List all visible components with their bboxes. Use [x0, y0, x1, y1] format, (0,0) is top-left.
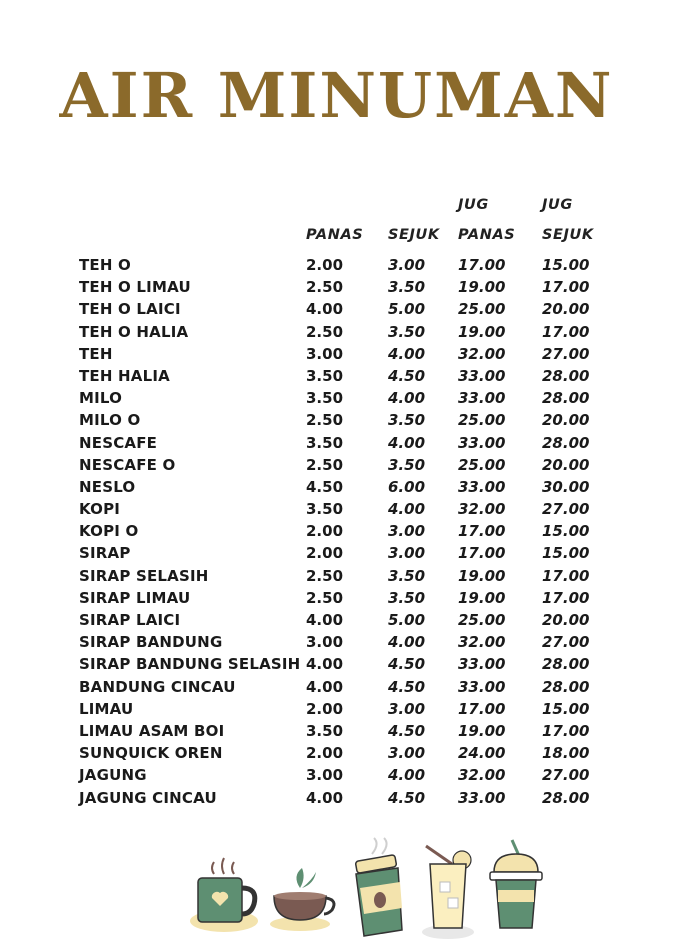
price-jug-sejuk: 15.00 [542, 256, 590, 274]
price-jug-sejuk: 17.00 [542, 322, 590, 341]
price-panas: 2.50 [306, 455, 344, 474]
price-jug-panas: 33.00 [458, 366, 506, 385]
price-panas: 3.00 [306, 633, 344, 652]
price-sejuk: 4.50 [388, 788, 426, 807]
menu-row [0, 633, 673, 655]
menu-row [0, 544, 673, 566]
item-name: SIRAP BANDUNG [79, 633, 223, 652]
price-jug-panas: 19.00 [458, 322, 506, 341]
price-panas: 2.00 [306, 544, 344, 563]
price-jug-panas: 33.00 [458, 788, 506, 807]
price-sejuk: 3.00 [388, 522, 426, 541]
header-jug-top-sejuk: JUG [542, 197, 573, 213]
price-panas: 4.00 [306, 677, 344, 696]
price-sejuk: 4.00 [388, 344, 426, 363]
menu-row [0, 589, 673, 611]
price-sejuk: 4.00 [388, 500, 426, 519]
menu-row [0, 456, 673, 478]
price-panas: 3.50 [306, 721, 344, 740]
price-sejuk: 5.00 [388, 611, 426, 629]
price-jug-panas: 32.00 [458, 633, 506, 652]
item-name: NESCAFE O [79, 455, 176, 474]
menu-row [0, 678, 673, 700]
menu-row [0, 522, 673, 544]
price-sejuk: 3.00 [388, 256, 426, 274]
price-sejuk: 3.50 [388, 588, 426, 607]
price-jug-sejuk: 27.00 [542, 344, 590, 363]
item-name: SIRAP BANDUNG SELASIH [79, 655, 301, 674]
header-panas: PANAS [306, 227, 364, 243]
item-name: SIRAP LAICI [79, 611, 181, 629]
menu-row [0, 478, 673, 500]
menu-row [0, 434, 673, 456]
item-name: NESCAFE [79, 433, 158, 452]
drink-price-list [0, 256, 673, 811]
price-jug-panas: 33.00 [458, 655, 506, 674]
page-title: AIR MINUMAN [59, 59, 614, 132]
price-panas: 3.50 [306, 500, 344, 519]
item-name: BANDUNG CINCAU [79, 677, 236, 696]
item-name: TEH O [79, 256, 132, 274]
item-name: TEH O LAICI [79, 300, 181, 319]
price-sejuk: 4.50 [388, 655, 426, 674]
item-name: TEH [79, 344, 113, 363]
menu-row [0, 567, 673, 589]
price-jug-sejuk: 28.00 [542, 655, 590, 674]
price-jug-panas: 32.00 [458, 766, 506, 785]
header-jug-sejuk: SEJUK [542, 227, 594, 243]
menu-row [0, 500, 673, 522]
price-jug-panas: 32.00 [458, 344, 506, 363]
price-jug-panas: 17.00 [458, 544, 506, 563]
price-jug-sejuk: 28.00 [542, 366, 590, 385]
price-panas: 2.00 [306, 522, 344, 541]
price-jug-sejuk: 20.00 [542, 455, 590, 474]
price-panas: 3.00 [306, 766, 344, 785]
menu-row [0, 700, 673, 722]
item-name: MILO [79, 389, 123, 408]
price-panas: 2.00 [306, 699, 344, 718]
price-jug-sejuk: 17.00 [542, 721, 590, 740]
price-panas: 2.50 [306, 322, 344, 341]
item-name: LIMAU ASAM BOI [79, 721, 225, 740]
item-name: SIRAP LIMAU [79, 588, 191, 607]
price-panas: 2.50 [306, 278, 344, 297]
price-panas: 3.50 [306, 389, 344, 408]
coffee-mug-icon [190, 858, 258, 932]
price-sejuk: 3.00 [388, 544, 426, 563]
price-sejuk: 4.50 [388, 721, 426, 740]
price-sejuk: 5.00 [388, 300, 426, 319]
item-name: SUNQUICK OREN [79, 744, 223, 763]
menu-row [0, 722, 673, 744]
menu-row [0, 323, 673, 345]
price-panas: 4.00 [306, 300, 344, 319]
item-name: TEH O LIMAU [79, 278, 191, 297]
price-jug-panas: 25.00 [458, 611, 506, 629]
item-name: JAGUNG [79, 766, 147, 785]
price-jug-sejuk: 20.00 [542, 611, 590, 629]
menu-row [0, 278, 673, 300]
frappe-icon [490, 840, 542, 928]
price-jug-panas: 25.00 [458, 455, 506, 474]
price-sejuk: 3.00 [388, 744, 426, 763]
price-jug-sejuk: 15.00 [542, 522, 590, 541]
price-jug-panas: 33.00 [458, 389, 506, 408]
price-panas: 4.00 [306, 788, 344, 807]
menu-row [0, 766, 673, 788]
coffee-cup-icon [270, 868, 334, 931]
item-name: TEH HALIA [79, 366, 170, 385]
price-jug-panas: 33.00 [458, 433, 506, 452]
price-sejuk: 3.50 [388, 455, 426, 474]
item-name: JAGUNG CINCAU [79, 788, 217, 807]
price-jug-sejuk: 27.00 [542, 500, 590, 519]
price-panas: 2.00 [306, 744, 344, 763]
menu-row [0, 300, 673, 322]
takeaway-coffee-icon [355, 838, 402, 936]
price-sejuk: 4.50 [388, 677, 426, 696]
price-sejuk: 3.50 [388, 566, 426, 585]
price-jug-sejuk: 17.00 [542, 566, 590, 585]
price-sejuk: 3.50 [388, 322, 426, 341]
price-panas: 4.00 [306, 611, 344, 629]
item-name: KOPI O [79, 522, 139, 541]
price-jug-panas: 25.00 [458, 411, 506, 430]
price-panas: 3.00 [306, 344, 344, 363]
item-name: SIRAP SELASIH [79, 566, 209, 585]
price-panas: 2.50 [306, 566, 344, 585]
price-jug-sejuk: 27.00 [542, 766, 590, 785]
price-jug-sejuk: 28.00 [542, 433, 590, 452]
price-sejuk: 3.50 [388, 278, 426, 297]
price-jug-panas: 17.00 [458, 256, 506, 274]
price-jug-panas: 33.00 [458, 677, 506, 696]
menu-row [0, 256, 673, 278]
price-panas: 4.50 [306, 477, 344, 496]
price-panas: 3.50 [306, 433, 344, 452]
price-sejuk: 4.00 [388, 433, 426, 452]
price-jug-sejuk: 28.00 [542, 389, 590, 408]
menu-row [0, 789, 673, 811]
menu-row [0, 655, 673, 677]
item-name: LIMAU [79, 699, 134, 718]
price-jug-panas: 19.00 [458, 566, 506, 585]
price-jug-panas: 17.00 [458, 522, 506, 541]
price-jug-sejuk: 30.00 [542, 477, 590, 496]
price-jug-panas: 33.00 [458, 477, 506, 496]
menu-row [0, 411, 673, 433]
price-sejuk: 4.00 [388, 766, 426, 785]
price-jug-sejuk: 28.00 [542, 677, 590, 696]
price-jug-panas: 17.00 [458, 699, 506, 718]
price-jug-sejuk: 15.00 [542, 699, 590, 718]
price-jug-sejuk: 28.00 [542, 788, 590, 807]
price-jug-panas: 32.00 [458, 500, 506, 519]
price-jug-sejuk: 17.00 [542, 278, 590, 297]
price-sejuk: 4.00 [388, 389, 426, 408]
menu-row [0, 744, 673, 766]
price-jug-panas: 19.00 [458, 278, 506, 297]
price-sejuk: 6.00 [388, 477, 426, 496]
iced-lemonade-icon [422, 846, 474, 939]
price-panas: 4.00 [306, 655, 344, 674]
price-jug-sejuk: 20.00 [542, 300, 590, 319]
item-name: SIRAP [79, 544, 131, 563]
menu-row [0, 345, 673, 367]
price-panas: 3.50 [306, 366, 344, 385]
item-name: TEH O HALIA [79, 322, 189, 341]
price-sejuk: 3.50 [388, 411, 426, 430]
header-sejuk: SEJUK [388, 227, 440, 243]
item-name: NESLO [79, 477, 136, 496]
menu-row [0, 389, 673, 411]
price-sejuk: 4.50 [388, 366, 426, 385]
price-jug-sejuk: 15.00 [542, 544, 590, 563]
price-sejuk: 3.00 [388, 699, 426, 718]
item-name: KOPI [79, 500, 121, 519]
price-jug-sejuk: 27.00 [542, 633, 590, 652]
price-panas: 2.50 [306, 411, 344, 430]
header-jug-panas: PANAS [458, 227, 516, 243]
price-panas: 2.50 [306, 588, 344, 607]
price-jug-panas: 24.00 [458, 744, 506, 763]
price-jug-panas: 19.00 [458, 588, 506, 607]
price-sejuk: 4.00 [388, 633, 426, 652]
menu-row [0, 367, 673, 389]
price-jug-panas: 19.00 [458, 721, 506, 740]
menu-row [0, 611, 673, 633]
price-jug-panas: 25.00 [458, 300, 506, 319]
header-jug-top-panas: JUG [458, 197, 489, 213]
price-panas: 2.00 [306, 256, 344, 274]
price-jug-sejuk: 18.00 [542, 744, 590, 763]
drinks-illustration [0, 836, 673, 946]
price-jug-sejuk: 20.00 [542, 411, 590, 430]
item-name: MILO O [79, 411, 141, 430]
price-jug-sejuk: 17.00 [542, 588, 590, 607]
